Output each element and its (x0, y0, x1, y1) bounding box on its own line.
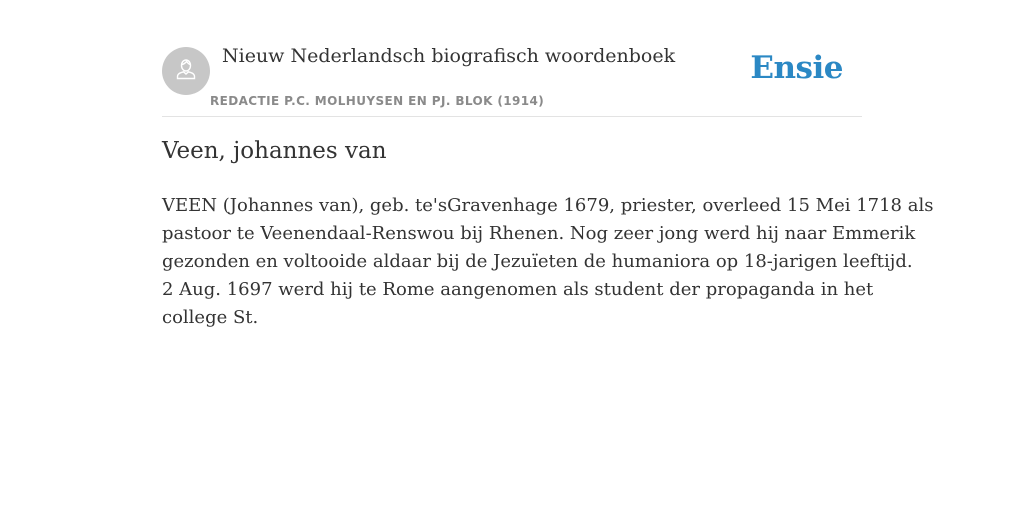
entry-text-line: gezonden en voltooide aldaar bij de Jezuïeten de humaniora op 18-jarigen leeftijd. (162, 251, 913, 272)
entry-title: Veen, johannes van (162, 138, 387, 164)
source-header (162, 0, 862, 117)
source-editor: REDACTIE P.C. MOLHUYSEN EN PJ. BLOK (1914) (210, 94, 545, 108)
ensie-logo[interactable]: Ensie (750, 50, 843, 86)
source-title[interactable]: Nieuw Nederlandsch biografisch woordenboek (222, 45, 676, 67)
entry-text-line: VEEN (Johannes van), geb. te'sGravenhage 1679, priester, overleed 15 Mei 1718 als (162, 195, 934, 216)
entry-text-line: college St. (162, 307, 259, 328)
avatar[interactable] (162, 47, 210, 95)
user-silhouette-icon (173, 56, 199, 87)
article-card (162, 0, 934, 328)
entry-text-line: pastoor te Veenendaal-Renswou bij Rhenen. Nog zeer jong werd hij naar Emmerik (162, 223, 916, 244)
entry-text (162, 192, 934, 332)
entry-text-line: 2 Aug. 1697 werd hij te Rome aangenomen als student der propaganda in het (162, 279, 874, 300)
